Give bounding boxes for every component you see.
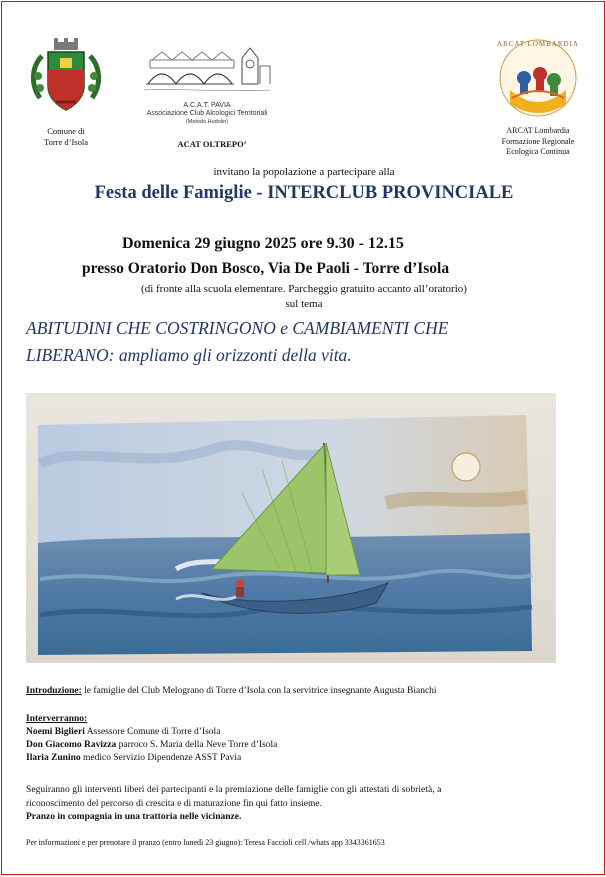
comune-label: Comune di xyxy=(47,126,85,136)
arcat-ring-text: ARCAT LOMBARDIA xyxy=(497,40,579,48)
speaker-role: Assessore Comune di Torre d’Isola xyxy=(84,727,221,737)
acat-pavia-method: (Metodo Hudolin) xyxy=(185,119,229,125)
arcat-name-label: ARCAT Lombardia xyxy=(506,126,570,135)
acat-pavia-subtitle: Associazione Club Alcologici Territoriali xyxy=(146,110,268,117)
town-label: Torre d’Isola xyxy=(43,137,88,147)
acat-pavia-logo xyxy=(142,44,272,130)
event-place: presso Oratorio Don Bosco, Via De Paoli - Torre d’Isola xyxy=(82,260,450,277)
speaker-role: medico Servizio Dipendenze ASST Pavia xyxy=(80,753,242,763)
closing-line-1: Seguiranno gli interventi liberi dei partecipanti e la premiazione delle famiglie con gli attestati di sobrietà, a xyxy=(26,785,442,795)
arcat-training-label: Formazione Regionale xyxy=(501,136,575,146)
coat-of-arms-icon xyxy=(26,36,106,116)
right-logo-caption xyxy=(488,126,588,158)
speaker-item xyxy=(26,726,596,739)
speaker-item xyxy=(26,739,596,752)
intro-text: le famiglie del Club Melograno di Torre d’Isola con la servitrice insegnante Augusta Bianchi xyxy=(81,686,437,696)
coat-of-arms-logo xyxy=(26,36,106,116)
contact-line: Per informazioni e per prenotare il pranzo (entro lunedì 23 giugno): Teresa Faccioli cell /whats app 3343361653 xyxy=(26,838,385,847)
speaker-role: parroco S. Maria della Neve Torre d’Isola xyxy=(116,740,278,750)
flyer-page xyxy=(1,1,605,875)
bridge-sketch-icon xyxy=(142,44,272,104)
acat-oltrepo-caption: ACAT OLTREPO’ xyxy=(177,139,247,149)
intro-label: Introduzione: xyxy=(26,686,82,696)
arcat-lombardia-logo xyxy=(494,34,582,120)
speaker-name: Don Giacomo Ravizza xyxy=(26,740,117,750)
arcat-ecology-label: Ecologica Continua xyxy=(506,147,570,156)
invite-line: invitano la popolazione a partecipare alla xyxy=(213,166,395,178)
speakers-heading: Interverranno: xyxy=(26,714,88,724)
left-logo-caption xyxy=(16,126,116,148)
speaker-name: Ilaria Zunino xyxy=(26,753,81,763)
lunch-line: Pranzo in compagnia in una trattoria nelle vicinanze. xyxy=(26,812,242,822)
intro-paragraph xyxy=(26,685,596,698)
theme-line-2: LIBERANO: ampliamo gli orizzonti della vita. xyxy=(26,345,352,365)
theme-line-1: ABITUDINI CHE COSTRINGONO e CAMBIAMENTI CHE xyxy=(26,318,449,338)
speaker-name: Noemi Biglieri xyxy=(26,727,85,737)
place-note: (di fronte alla scuola elementare. Parcheggio gratuito accanto all’oratorio) xyxy=(141,283,467,295)
theme-intro: sul tema xyxy=(285,298,323,310)
sailboat-painting xyxy=(26,393,556,663)
event-title: Festa delle Famiglie - INTERCLUB PROVINCIALE xyxy=(94,183,514,203)
sailboat-watercolor-icon xyxy=(26,393,556,663)
acat-pavia-title: A.C.A.T. PAVIA xyxy=(183,102,231,109)
speaker-item xyxy=(26,752,596,765)
event-date: Domenica 29 giugno 2025 ore 9.30 - 12.15 xyxy=(122,235,404,252)
closing-line-2: riconoscimento del percorso di crescita e di maturazione fin qui fatto insieme. xyxy=(26,799,322,809)
